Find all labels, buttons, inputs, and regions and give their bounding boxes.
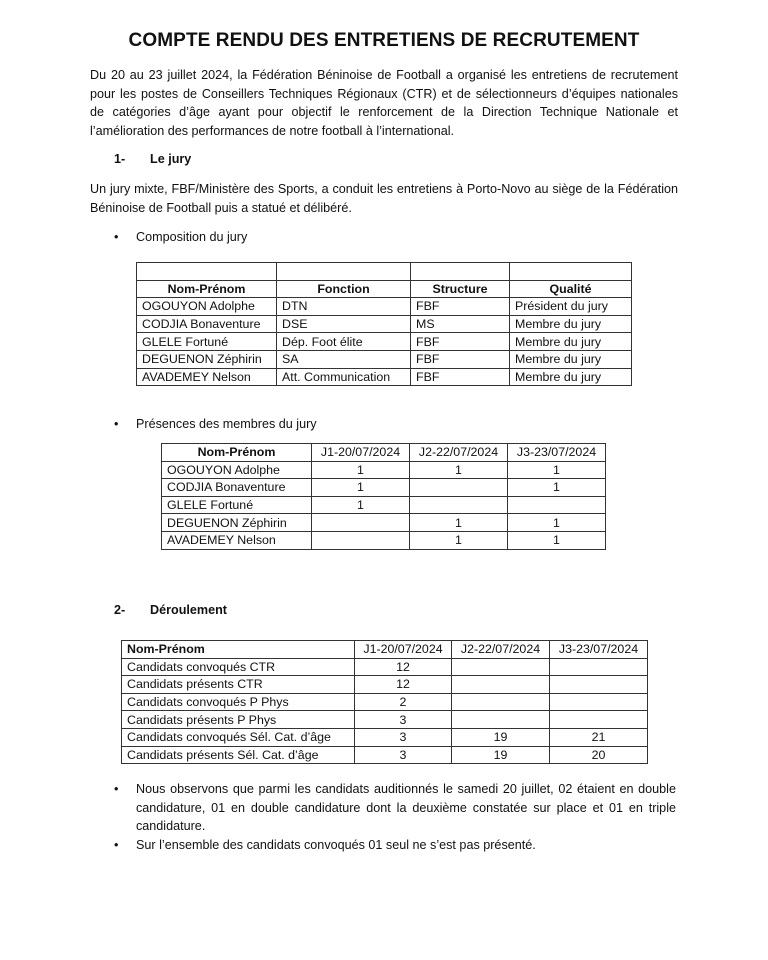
table-cell: 3 [355, 711, 452, 729]
composition-table [136, 262, 632, 386]
table-row [122, 711, 648, 729]
table-cell: FBF [411, 350, 510, 368]
table-cell: FBF [411, 298, 510, 316]
table-row [162, 479, 606, 497]
observation-text: Nous observons que parmi les candidats auditionnés le samedi 20 juillet, 02 étaient en double candidature, 01 en double candidature dont la deuxième constatée sur place et 01 en triple candidature. [136, 782, 676, 834]
table-cell [410, 496, 508, 514]
table-row [162, 461, 606, 479]
table-cell [550, 676, 648, 694]
table-cell: AVADEMEY Nelson [162, 531, 312, 549]
bullet-presences-label: Présences des membres du jury [136, 417, 317, 431]
table-cell: Membre du jury [510, 315, 632, 333]
table-cell: GLELE Fortuné [162, 496, 312, 514]
table-cell: 1 [508, 531, 606, 549]
table-cell: 1 [410, 531, 508, 549]
table-cell: Candidats présents CTR [122, 676, 355, 694]
composition-spacer-row [137, 263, 632, 281]
table-cell: FBF [411, 368, 510, 386]
table-cell: DTN [277, 298, 411, 316]
table-cell: MS [411, 315, 510, 333]
section-1-number: 1- [114, 152, 126, 166]
table-row [137, 368, 632, 386]
table-row [137, 350, 632, 368]
table-cell: Att. Communication [277, 368, 411, 386]
bullet-presences [114, 415, 317, 434]
table-cell: FBF [411, 333, 510, 351]
table-cell [550, 711, 648, 729]
section-1-title: Le jury [150, 152, 192, 166]
section-1-heading [114, 152, 191, 166]
table-row [162, 531, 606, 549]
table-cell [410, 479, 508, 497]
table-cell [550, 693, 648, 711]
section-2-title: Déroulement [150, 603, 227, 617]
table-cell: 1 [312, 479, 410, 497]
table-cell: Candidats convoqués Sél. Cat. d’âge [122, 728, 355, 746]
table-row [162, 496, 606, 514]
column-header: Nom-Prénom [162, 444, 312, 462]
table-cell [312, 514, 410, 532]
table-cell [508, 496, 606, 514]
deroulement-header-row [122, 641, 648, 659]
spacer-cell [277, 263, 411, 281]
jury-paragraph: Un jury mixte, FBF/Ministère des Sports, a conduit les entretiens à Porto-Novo au siège de la Fédération Béninoise de Football puis a statué et délibéré. [90, 182, 678, 215]
spacer-cell [411, 263, 510, 281]
table-cell: 1 [410, 514, 508, 532]
document-title: COMPTE RENDU DES ENTRETIENS DE RECRUTEMENT [128, 30, 640, 51]
table-cell: DSE [277, 315, 411, 333]
table-cell: GLELE Fortuné [137, 333, 277, 351]
presence-table [161, 443, 606, 550]
table-row [162, 514, 606, 532]
table-cell: 1 [312, 496, 410, 514]
table-row [122, 728, 648, 746]
section-2-heading [114, 603, 227, 617]
column-header: J2-22/07/2024 [452, 641, 550, 659]
table-cell: 19 [452, 746, 550, 764]
table-cell [452, 693, 550, 711]
table-cell: Président du jury [510, 298, 632, 316]
table-cell: Candidats convoqués CTR [122, 658, 355, 676]
table-cell [452, 711, 550, 729]
bullet-composition-label: Composition du jury [136, 230, 248, 244]
table-cell: 1 [410, 461, 508, 479]
table-cell: 1 [508, 479, 606, 497]
table-cell: Membre du jury [510, 368, 632, 386]
intro-paragraph: Du 20 au 23 juillet 2024, la Fédération Béninoise de Football a organisé les entretiens de recrutement pour les postes de Conseillers Techniques Régionaux (CTR) et de sélectionneurs d’équipes nationales de catégories d’âge ayant pour objectif le renforcement de la Direction Technique Nationale et l’amélioration des performances de notre football à l’international. [90, 68, 678, 138]
column-header: Qualité [510, 280, 632, 298]
table-cell [452, 676, 550, 694]
table-row [137, 333, 632, 351]
table-cell: Dép. Foot élite [277, 333, 411, 351]
column-header: J1-20/07/2024 [312, 444, 410, 462]
observation-text: Sur l’ensemble des candidats convoqués 01 seul ne s’est pas présenté. [136, 838, 536, 852]
table-cell: Membre du jury [510, 333, 632, 351]
table-cell: 1 [312, 461, 410, 479]
spacer-cell [510, 263, 632, 281]
table-row [122, 693, 648, 711]
column-header: Nom-Prénom [122, 641, 355, 659]
table-cell: 1 [508, 514, 606, 532]
table-cell: Membre du jury [510, 350, 632, 368]
column-header: J3-23/07/2024 [550, 641, 648, 659]
observation-1 [114, 780, 676, 836]
column-header: Structure [411, 280, 510, 298]
table-cell: 2 [355, 693, 452, 711]
table-cell: AVADEMEY Nelson [137, 368, 277, 386]
bullet-icon: • [114, 838, 119, 852]
bullet-icon: • [114, 417, 119, 431]
table-cell: DEGUENON Zéphirin [162, 514, 312, 532]
table-cell [452, 658, 550, 676]
bullet-icon: • [114, 782, 119, 796]
table-cell: 19 [452, 728, 550, 746]
table-cell: CODJIA Bonaventure [162, 479, 312, 497]
table-cell: 12 [355, 658, 452, 676]
column-header: Fonction [277, 280, 411, 298]
column-header: J2-22/07/2024 [410, 444, 508, 462]
table-cell: SA [277, 350, 411, 368]
table-row [137, 298, 632, 316]
table-cell [312, 531, 410, 549]
table-cell: DEGUENON Zéphirin [137, 350, 277, 368]
table-cell: CODJIA Bonaventure [137, 315, 277, 333]
bullet-icon: • [114, 230, 119, 244]
composition-header-row [137, 280, 632, 298]
table-row [122, 658, 648, 676]
table-cell [550, 658, 648, 676]
spacer-cell [137, 263, 277, 281]
table-cell: Candidats présents P Phys [122, 711, 355, 729]
table-cell: OGOUYON Adolphe [162, 461, 312, 479]
table-cell: Candidats présents Sél. Cat. d’âge [122, 746, 355, 764]
column-header: J3-23/07/2024 [508, 444, 606, 462]
table-cell: 3 [355, 728, 452, 746]
bullet-composition [114, 228, 247, 247]
table-cell: Candidats convoqués P Phys [122, 693, 355, 711]
table-cell: OGOUYON Adolphe [137, 298, 277, 316]
column-header: Nom-Prénom [137, 280, 277, 298]
table-cell: 21 [550, 728, 648, 746]
table-row [137, 315, 632, 333]
table-row [122, 746, 648, 764]
table-cell: 3 [355, 746, 452, 764]
table-row [122, 676, 648, 694]
table-cell: 12 [355, 676, 452, 694]
table-cell: 1 [508, 461, 606, 479]
presence-header-row [162, 444, 606, 462]
section-2-number: 2- [114, 603, 126, 617]
observation-2 [114, 836, 676, 855]
column-header: J1-20/07/2024 [355, 641, 452, 659]
table-cell: 20 [550, 746, 648, 764]
deroulement-table [121, 640, 648, 764]
